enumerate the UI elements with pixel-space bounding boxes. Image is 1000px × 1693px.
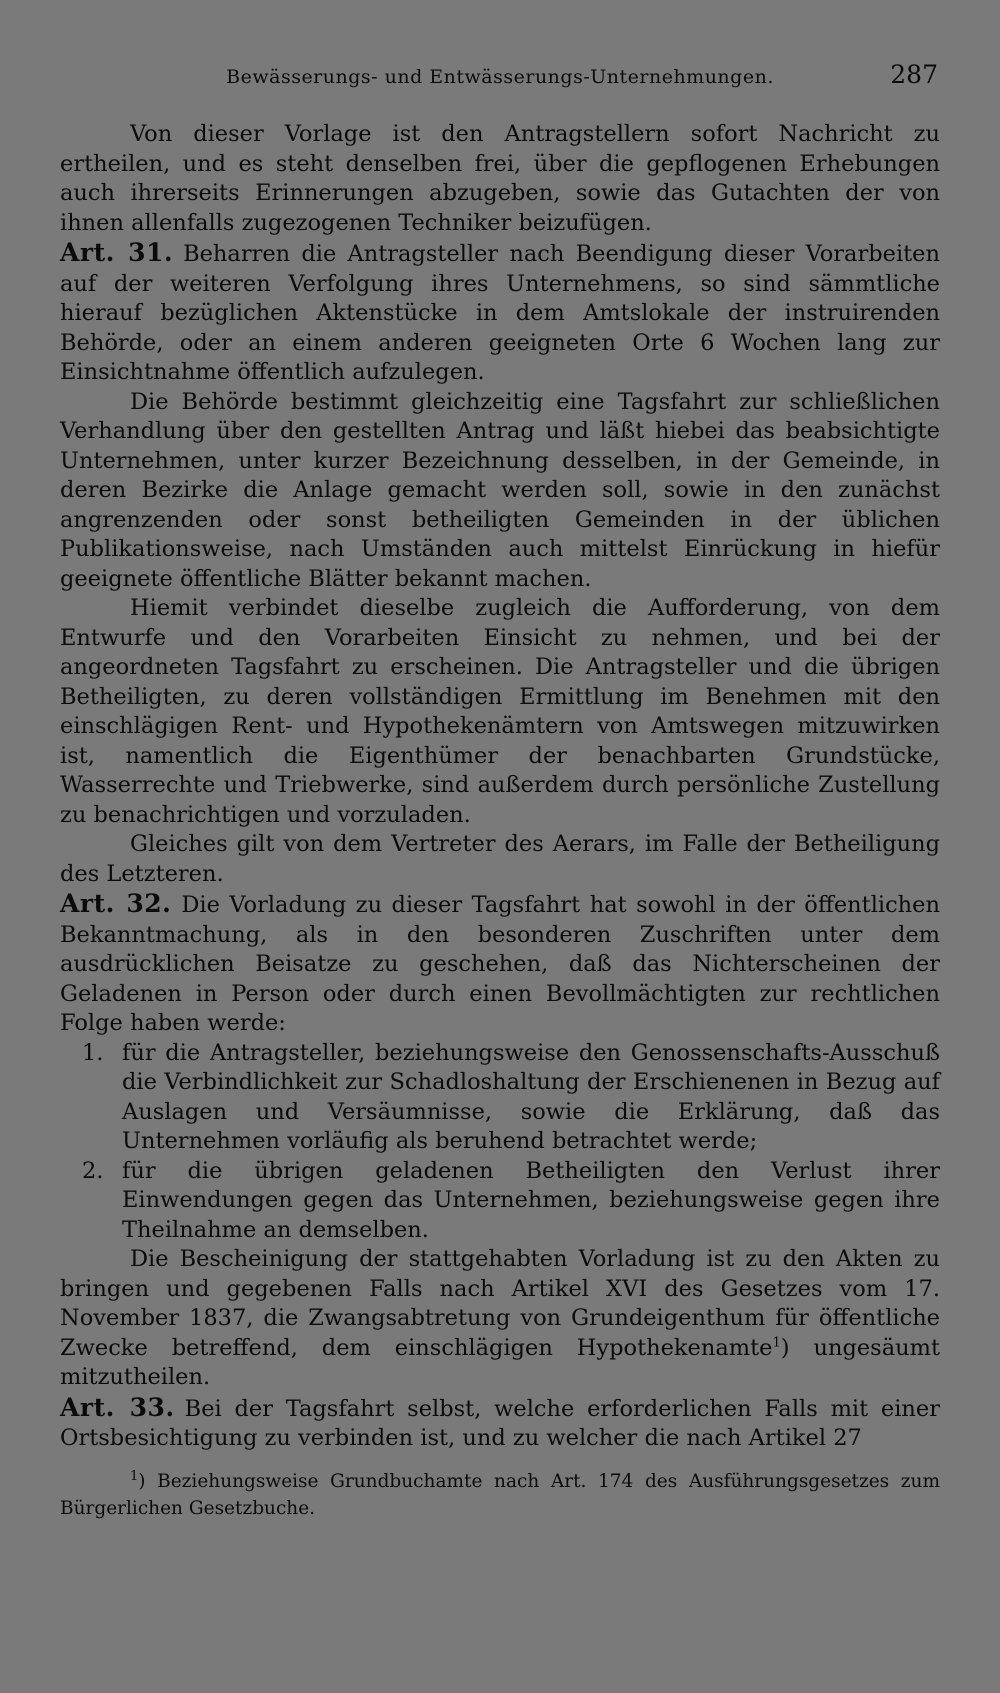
footnote-reference: 1 xyxy=(772,1335,781,1350)
article-31 xyxy=(60,238,940,388)
footnote-mark: 1 xyxy=(130,1468,139,1484)
list-item xyxy=(60,1157,940,1246)
list-item-text: für die Antragsteller, beziehungsweise den Genossenschafts-Ausschuß die Verbindlichkeit zur Schadloshaltung der Erschienenen in Bezug auf Auslagen und Versäumnisse, sowie die Erklärung, daß das Unternehmen vorläufig als beruhend betrachtet werde; xyxy=(122,1039,940,1154)
running-head xyxy=(60,60,940,98)
footnote-text: ) Beziehungsweise Grundbuchamte nach Art. 174 des Ausführungsgesetzes zum Bürgerlichen Gesetzbuche. xyxy=(60,1470,940,1519)
article-32 xyxy=(60,889,940,1039)
running-title: Bewässerungs- und Entwässerungs-Unternehmungen. xyxy=(226,66,774,88)
consequences-list xyxy=(60,1039,940,1246)
article-33 xyxy=(60,1393,940,1454)
article-32-label: Art. 32. xyxy=(60,889,172,918)
article-32-text: Die Vorladung zu dieser Tagsfahrt hat sowohl in der öffentlichen Bekanntmachung, als in den besonderen Zuschriften unter dem ausdrücklichen Beisatze zu geschehen, daß das Nichterscheinen der Geladenen in Person oder durch einen Bevollmächtigten zur rechtlichen Folge haben werde: xyxy=(60,892,940,1036)
paragraph-3: Die Behörde bestimmt gleichzeitig eine Tagsfahrt zur schließlichen Verhandlung über den gestellten Antrag und läßt hiebei das beabsichtigte Unternehmen, unter kurzer Bezeichnung desselben, in der Gemeinde, in deren Bezirke die Anlage gemacht werden soll, sowie in den zunächst angrenzenden oder sonst betheiligten Gemeinden in der üblichen Publikationsweise, nach Umständen auch mittelst Einrückung in hiefür geeignete öffentliche Blätter bekannt machen. xyxy=(60,388,940,592)
article-33-label: Art. 33. xyxy=(60,1392,175,1422)
footnote xyxy=(60,1468,940,1522)
list-item-text: für die übrigen geladenen Betheiligten den Verlust ihrer Einwendungen gegen das Unternehmen, beziehungsweise gegen ihre Theilnahme an demselben. xyxy=(122,1157,940,1243)
paragraph-7-text-end: ) ungesäumt mitzutheilen. xyxy=(60,1334,940,1390)
page-number: 287 xyxy=(890,60,938,89)
page-body xyxy=(60,120,940,1454)
list-item-number: 1. xyxy=(82,1039,104,1066)
list-item xyxy=(60,1039,940,1157)
paragraph-7 xyxy=(60,1245,940,1393)
paragraph-4: Hiemit verbindet dieselbe zugleich die Aufforderung, von dem Entwurfe und den Vorarbeiten Einsicht zu nehmen, und bei der angeordneten Tagsfahrt zu erscheinen. Die Antragsteller und die übrigen Betheiligten, zu deren vollständigen Ermittlung im Benehmen mit den einschlägigen Rent- und Hypothekenämtern von Amtswegen mitzuwirken ist, namentlich die Eigenthümer der benachbarten Grundstücke, Wasserrechte und Triebwerke, sind außerdem durch persönliche Zustellung zu benachrichtigen und vorzuladen. xyxy=(60,595,940,828)
paragraph-7-text: Die Bescheinigung der stattgehabten Vorladung ist zu den Akten zu bringen und gegebenen Falls nach Artikel XVI des Gesetzes vom 17. November 1837, die Zwangsabtretung von Grundeigenthum für öffentliche Zwecke betreffend, dem einschlägigen Hypothekenamte xyxy=(60,1246,940,1361)
article-31-label: Art. 31. xyxy=(60,238,174,267)
paragraph-5: Gleiches gilt von dem Vertreter des Aerars, im Falle der Betheiligung des Letzteren. xyxy=(60,831,940,887)
paragraph-1: Von dieser Vorlage ist den Antragstellern sofort Nachricht zu ertheilen, und es steht denselben frei, über die gepflogenen Erhebungen auch ihrerseits Erinnerungen abzugeben, sowie das Gutachten der von ihnen allenfalls zugezogenen Techniker beizufügen. xyxy=(60,121,940,236)
article-31-text: Beharren die Antragsteller nach Beendigung dieser Vorarbeiten auf der weiteren Verfolgung ihres Unternehmens, so sind sämmtliche hierauf bezüglichen Aktenstücke in dem Amtslokale der instruirenden Behörde, oder an einem anderen geeigneten Orte 6 Wochen lang zur Einsichtnahme öffentlich aufzulegen. xyxy=(60,241,940,385)
list-item-number: 2. xyxy=(82,1157,104,1184)
article-33-text: Bei der Tagsfahrt selbst, welche erforderlichen Falls mit einer Ortsbesichtigung zu verbinden ist, und zu welcher die nach Artikel 27 xyxy=(60,1395,940,1451)
